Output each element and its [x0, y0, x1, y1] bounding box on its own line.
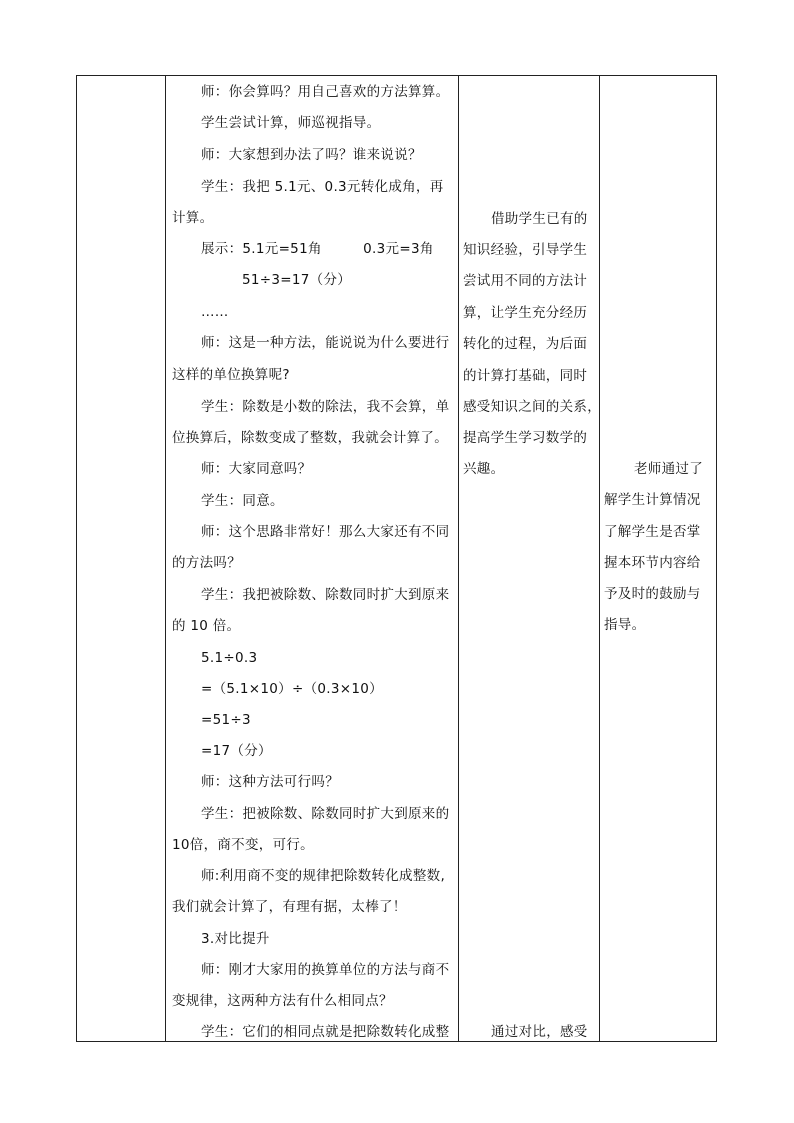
- process-line: 学生：它们的相同点就是把除数转化成整: [201, 1024, 450, 1040]
- evaluation-cell: [600, 76, 717, 1041]
- process-line: 51÷3=17（分）: [242, 272, 352, 288]
- process-line: ……: [201, 304, 229, 320]
- evaluation-line: 解学生计算情况: [604, 492, 701, 508]
- intent-line: 感受知识之间的关系，: [463, 399, 601, 415]
- process-line: 10倍，商不变，可行。: [172, 837, 314, 853]
- intent-line: 提高学生学习数学的: [463, 430, 588, 446]
- intent-line: 兴趣。: [463, 461, 505, 477]
- process-line: 师：这是一种方法，能说说为什么要进行: [201, 335, 450, 351]
- process-line: 的方法吗？: [172, 555, 241, 571]
- teaching-process-cell: [166, 76, 458, 1041]
- process-line: =17（分）: [201, 743, 272, 759]
- process-line: 师：你会算吗？用自己喜欢的方法算算。: [201, 84, 450, 100]
- process-line: 计算。: [172, 210, 214, 226]
- evaluation-line: 指导。: [604, 617, 646, 633]
- section-heading: 3.对比提升: [201, 931, 270, 947]
- process-line: 师:利用商不变的规律把除数转化成整数,: [201, 868, 446, 884]
- process-line: =51÷3: [201, 712, 251, 728]
- evaluation-line: 予及时的鼓励与: [604, 586, 701, 602]
- lesson-table: [76, 75, 717, 1042]
- process-line: 师：大家想到办法了吗？谁来说说？: [201, 147, 422, 163]
- intent-line: 算，让学生充分经历: [463, 305, 588, 321]
- process-line: 师：大家同意吗？: [201, 461, 312, 477]
- process-line: 师：刚才大家用的换算单位的方法与商不: [201, 962, 450, 978]
- process-line: 学生：我把被除数、除数同时扩大到原来: [201, 587, 450, 603]
- intent-line: 尝试用不同的方法计: [463, 273, 588, 289]
- process-line: 的 10 倍。: [172, 618, 241, 634]
- process-line: 变规律，这两种方法有什么相同点？: [172, 993, 393, 1009]
- intent-line: 借助学生已有的: [491, 211, 588, 227]
- process-line: 学生：除数是小数的除法，我不会算，单: [201, 399, 450, 415]
- intent-line: 转化的过程，为后面: [463, 336, 588, 352]
- process-line: 学生：同意。: [201, 493, 284, 509]
- process-line: 位换算后，除数变成了整数，我就会计算了。: [172, 430, 448, 446]
- intent-line: 通过对比，感受: [491, 1024, 588, 1040]
- process-line: 师：这个思路非常好！那么大家还有不同: [201, 524, 450, 540]
- process-line: 学生：我把 5.1元、0.3元转化成角，再: [201, 179, 444, 195]
- evaluation-line: 老师通过了: [634, 461, 703, 477]
- process-line: 学生尝试计算，师巡视指导。: [201, 115, 381, 131]
- design-intent-cell: [459, 76, 599, 1041]
- process-line: 展示：5.1元=51角 0.3元=3角: [201, 241, 434, 257]
- intent-line: 的计算打基础，同时: [463, 368, 588, 384]
- process-line: =（5.1×10）÷（0.3×10）: [201, 681, 383, 697]
- process-line: 5.1÷0.3: [201, 650, 258, 666]
- process-line: 我们就会计算了，有理有据，太棒了！: [172, 899, 407, 915]
- process-line: 这样的单位换算呢?: [172, 367, 290, 383]
- process-line: 学生：把被除数、除数同时扩大到原来的: [201, 806, 450, 822]
- process-line: 师：这种方法可行吗？: [201, 774, 339, 790]
- evaluation-line: 握本环节内容给: [604, 555, 701, 571]
- evaluation-line: 了解学生是否掌: [604, 524, 701, 540]
- intent-line: 知识经验，引导学生: [463, 242, 588, 258]
